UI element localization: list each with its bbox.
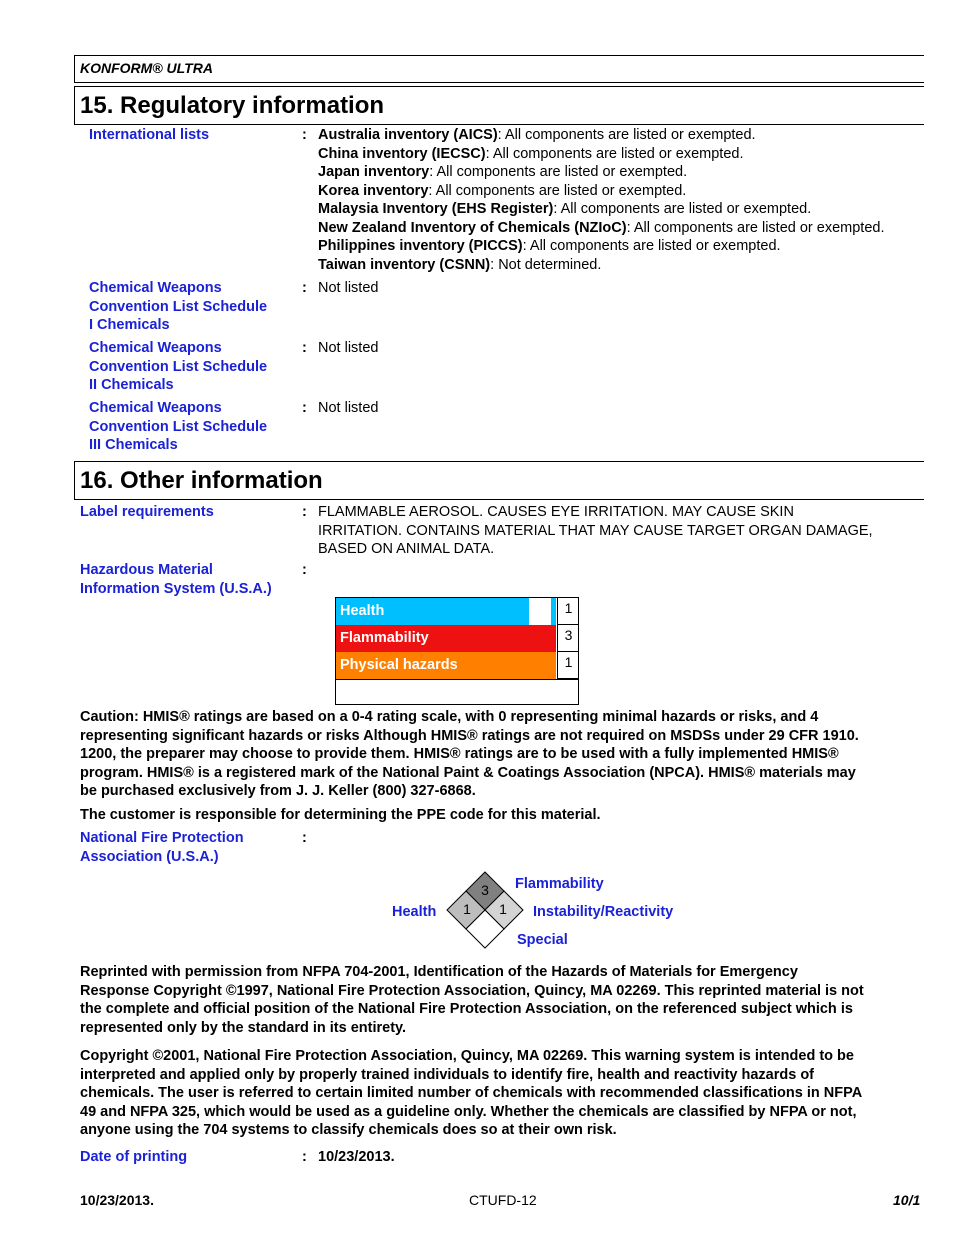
colon: : [302,1149,307,1165]
section-16-title: 16. Other information [74,461,924,500]
colon: : [302,280,307,296]
list-item: Korea inventory: All components are listed or exempted. [318,182,687,199]
nfpa-flammability-rating: 3 [481,882,489,898]
section-15-title: 15. Regulatory information [74,86,924,125]
nfpa-copyright-text: Copyright ©2001, National Fire Protection Association, Quincy, MA 02269. This warning system is intended to be interpreted and applied only by properly trained individuals to identify fire, health and reactivity hazards of chemicals. The user is referred to certain limited number of chemicals with recommended classifications in NFPA 49 and NFPA 325, which would be used as a guideline only. Whether the chemicals are classified by NFPA or not, anyone using the 704 systems to classify chemicals does so at their own risk. [80,1048,863,1138]
nfpa-instability-label: Instability/Reactivity [533,904,674,920]
hmis-flammability-value: 3 [557,625,579,652]
colon: : [302,830,307,846]
hmis-health-bar-end [551,598,556,625]
list-item: China inventory (IECSC): All components are listed or exempted. [318,145,744,162]
footer-date: 10/23/2013. [80,1192,154,1208]
hmis-label: Hazardous Material Information System (U.S.A.) [80,562,272,597]
international-lists-label: International lists [89,127,210,143]
nfpa-flammability-label: Flammability [515,876,604,892]
colon: : [302,127,307,143]
footer-code: CTUFD-12 [469,1192,537,1208]
cw-schedule-3-label: Chemical Weapons Convention List Schedule III Chemicals [89,400,268,453]
cw-schedule-2-label: Chemical Weapons Convention List Schedule II Chemicals [89,340,268,393]
nfpa-health-label: Health [392,904,437,920]
colon: : [302,504,307,520]
list-item: Taiwan inventory (CSNN): Not determined. [318,256,602,273]
nfpa-label: National Fire Protection Association (U.S.A.) [80,830,244,865]
hmis-divider [336,679,578,680]
label-requirements-label: Label requirements [80,504,214,520]
ppe-note: The customer is responsible for determining the PPE code for this material. [80,807,601,823]
international-lists-values [318,126,928,274]
hmis-chronic-box [529,598,551,625]
colon: : [302,340,307,356]
footer-page-number: 10/1 [893,1192,921,1208]
nfpa-health-rating: 1 [463,901,471,917]
list-item: Philippines inventory (PICCS): All components are listed or exempted. [318,238,781,254]
colon: : [302,400,307,416]
hmis-physical-hazards-row: Physical hazards [336,652,556,679]
colon: : [302,562,307,578]
hmis-physical-hazards-value: 1 [557,652,579,679]
list-item: Japan inventory: All components are listed or exempted. [318,164,688,180]
date-of-printing-label: Date of printing [80,1149,188,1165]
list-item: Malaysia Inventory (EHS Register): All components are listed or exempted. [318,201,812,217]
hmis-health-value: 1 [557,598,579,625]
nfpa-special-label: Special [517,932,568,948]
list-item: Australia inventory (AICS): All components are listed or exempted. [318,127,756,143]
nfpa-instability-rating: 1 [499,901,507,917]
hmis-rating-table [335,597,579,705]
nfpa-reprint-text: Reprinted with permission from NFPA 704-2001, Identification of the Hazards of Materials for Emergency Response Copyright ©1997, National Fire Protection Association, Quincy, MA 02269. This reprinted material is not the complete and official position of the National Fire Protection Association, on the referenced subject which is represented only by the standard in its entirety. [80,964,864,1036]
date-of-printing-value: 10/23/2013. [318,1149,395,1165]
product-name: KONFORM® ULTRA [74,55,924,83]
hmis-flammability-row: Flammability [336,625,556,652]
hmis-caution-text: Caution: HMIS® ratings are based on a 0-4 rating scale, with 0 representing minimal hazards or risks, and 4 representing significant hazards or risks Although HMIS® ratings are not required on MSDSs under 29 CFR 1910. 1200, the preparer may choose to provide them. HMIS® ratings are to be used with a fully implemented HMIS® program. HMIS® is a registered mark of the National Paint & Coatings Association (NPCA). HMIS® materials may be purchased exclusively from J. J. Keller (800) 327-6868. [80,709,859,799]
cw-schedule-1-label: Chemical Weapons Convention List Schedule I Chemicals [89,280,268,333]
cw-schedule-2-value: Not listed [318,340,379,356]
label-requirements-value: FLAMMABLE AEROSOL. CAUSES EYE IRRITATION. MAY CAUSE SKIN IRRITATION. CONTAINS MATERIAL THAT MAY CAUSE TARGET ORGAN DAMAGE, BASED ON ANIMAL DATA. [318,504,873,557]
cw-schedule-3-value: Not listed [318,400,379,416]
nfpa-diamond [446,871,524,949]
list-item: New Zealand Inventory of Chemicals (NZIoC): All components are listed or exempted. [318,219,885,236]
hmis-health-row: Health [336,598,529,625]
cw-schedule-1-value: Not listed [318,280,379,296]
